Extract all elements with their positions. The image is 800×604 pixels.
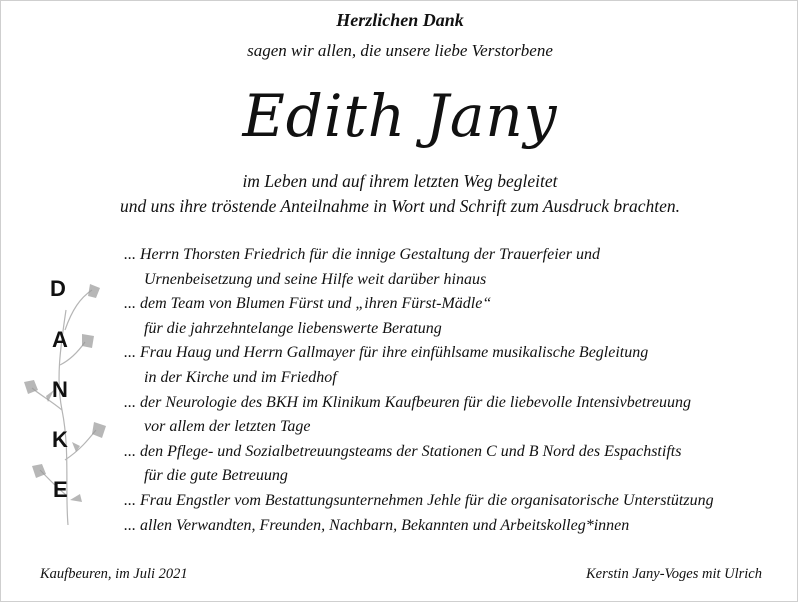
deceased-name: Edith Jany [242,82,558,150]
thanks-entry [124,341,784,390]
danke-letter: E [53,477,68,502]
thanks-entry [124,440,784,489]
thanks-entry [124,514,784,539]
intro-line: und uns ihre tröstende Anteilnahme in Wort und Schrift zum Ausdruck brachten. [120,196,680,216]
intro-text [0,169,800,219]
intro-line: im Leben und auf ihrem letzten Weg begleitet [242,171,558,191]
place-date: Kaufbeuren, im Juli 2021 [40,566,188,582]
thanks-entry [124,391,784,440]
thanks-entry [124,243,784,292]
thanks-list [124,243,784,538]
thanks-line: ... Frau Engstler vom Bestattungsunternehmen Jehle für die organisatorische Unterstützung [124,491,714,509]
danke-letter: N [52,377,68,402]
danke-letter: K [52,427,68,452]
thanks-entry [124,489,784,514]
signature: Kerstin Jany-Voges mit Ulrich [586,566,762,582]
thanks-line-continued: vor allem der letzten Tage [144,418,311,436]
thanks-line-continued: für die gute Betreuung [144,467,288,485]
thanks-entry [124,292,784,341]
danke-letter: A [52,327,68,352]
danke-decoration [10,270,120,530]
thanks-line: ... den Pflege- und Sozialbetreuungsteams der Stationen C und B Nord des Espachstifts [124,442,682,460]
thanks-line-continued: Urnenbeisetzung und seine Hilfe weit darüber hinaus [144,270,487,288]
thanks-line-continued: in der Kirche und im Friedhof [144,368,337,386]
danke-letter: D [50,276,66,301]
thanks-line-continued: für die jahrzehntelange liebenswerte Beratung [144,319,442,337]
thanks-line: ... Frau Haug und Herrn Gallmayer für ihre einfühlsame musikalische Begleitung [124,344,649,362]
thanks-line: ... der Neurologie des BKH im Klinikum Kaufbeuren für die liebevolle Intensivbetreuung [124,393,692,411]
notice-subheading: sagen wir allen, die unsere liebe Verstorbene [247,41,553,60]
thanks-line: ... Herrn Thorsten Friedrich für die innige Gestaltung der Trauerfeier und [124,246,600,263]
notice-heading: Herzlichen Dank [336,10,464,30]
thanks-line: ... dem Team von Blumen Fürst und „ihren Fürst-Mädle“ [124,295,492,313]
thanks-line: ... allen Verwandten, Freunden, Nachbarn, Bekannten und Arbeitskolleg*innen [124,516,630,534]
